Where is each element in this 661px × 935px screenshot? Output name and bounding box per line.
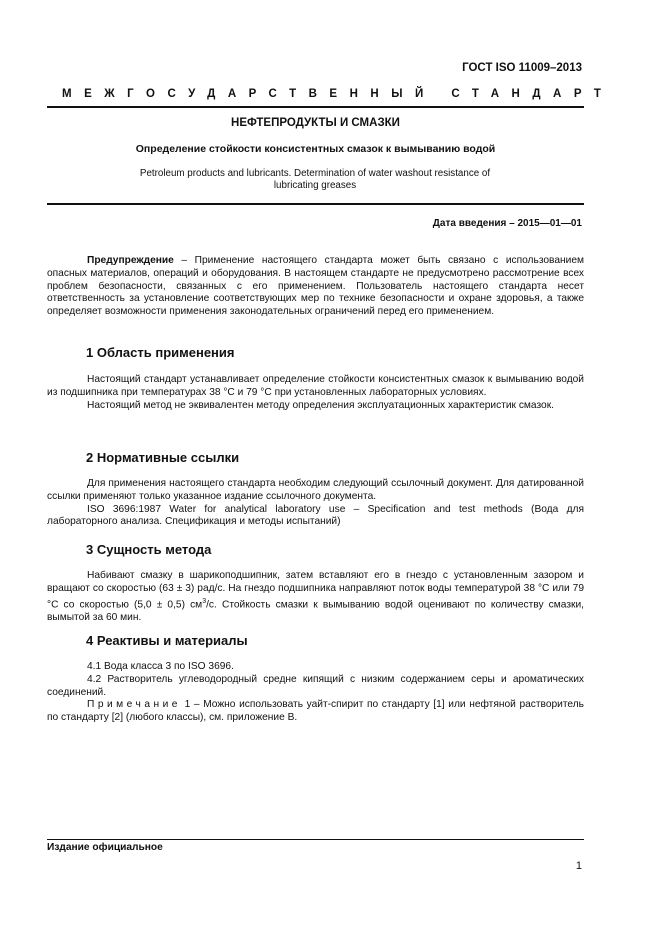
section-2-heading: 2 Нормативные ссылки <box>86 450 240 465</box>
section-4-body <box>47 661 584 725</box>
section-1-heading: 1 Область применения <box>86 345 235 360</box>
note-text: 1 – Можно использовать уайт-спирит по стандарту [1] или нефтяной растворитель по стандарту [2] (любого классы), см. приложение В. <box>47 699 584 724</box>
gost-code: ГОСТ ISO 11009–2013 <box>462 62 582 74</box>
section-2-reference: ISO 3696:1987 Water for analytical laboratory use – Specification and test methods (Вода для лабораторного анализа. Спецификация и методы испытаний) <box>47 503 584 528</box>
document-title: НЕФТЕПРОДУКТЫ И СМАЗКИ <box>231 117 400 129</box>
note-label: Примечание <box>87 699 181 711</box>
section-1-paragraph: Настоящий метод не эквивалентен методу определения эксплуатационных характеристик смазок. <box>87 399 554 411</box>
section-2-body <box>47 478 584 529</box>
official-edition: Издание официальное <box>47 842 163 853</box>
document-subtitle: Определение стойкости консистентных смазок к вымыванию водой <box>135 143 496 155</box>
header-rule <box>47 106 584 108</box>
section-1-body <box>47 374 584 412</box>
superscript: 3 <box>202 597 207 605</box>
section-4-item: 4.1 Вода класса 3 по ISO 3696. <box>87 661 234 672</box>
english-title: Petroleum products and lubricants. Determination of water washout resistance of lubricating greases <box>139 168 491 191</box>
page-number: 1 <box>575 860 582 872</box>
section-2-paragraph: Для применения настоящего стандарта необходим следующий ссылочный документ. Для датированной ссылки применяют только указанное издание ссылочного документа. <box>47 478 584 502</box>
title-rule <box>47 203 584 205</box>
section-4-item: 4.2 Растворитель углеводородный средне кипящий с низким содержанием серы и ароматических соединений. <box>47 673 584 698</box>
introduction-date: Дата введения – 2015—01—01 <box>432 218 582 229</box>
section-3-heading: 3 Сущность метода <box>86 542 212 557</box>
interstate-standard-title: МЕЖГОСУДАРСТВЕННЫЙ СТАНДАРТ <box>62 88 614 100</box>
footer-rule <box>47 839 584 840</box>
warning-label: Предупреждение <box>87 255 174 266</box>
section-4-heading: 4 Реактивы и материалы <box>86 633 248 648</box>
section-3-text: /с. Стойкость смазки к вымыванию водой оценивают по количеству смазки, вымытой за 60 мин. <box>47 598 584 623</box>
section-3-text: Набивают смазку в шарикоподшипник, затем вставляют его в гнездо с установленным зазором и вращают со скоростью (63 ± 3) рад/с. На гнездо подшипника направляют поток воды температурой 38 °С или 79 °С со скоростью (5,0 ± 0,5) см <box>47 570 584 610</box>
warning-paragraph <box>47 255 584 319</box>
section-3-body <box>47 570 584 625</box>
warning-text: – Применение настоящего стандарта может быть связано с использованием опасных материалов, операций и оборудования. В настоящем стандарте не предусмотрено рассмотрение всех проблем безопасности, связанных с его применением. Пользователь настоящего стандарта несет ответственность за установление соответствующих мер по технике безопасности и охране здоровья, а также определяет возможности применения законодательных ограничений перед его применением. <box>47 255 584 318</box>
section-1-paragraph: Настоящий стандарт устанавливает определение стойкости консистентных смазок к вымыванию водой из подшипника при температурах 38 °С и 79 °С при установленных лабораторных условиях. <box>47 374 584 398</box>
